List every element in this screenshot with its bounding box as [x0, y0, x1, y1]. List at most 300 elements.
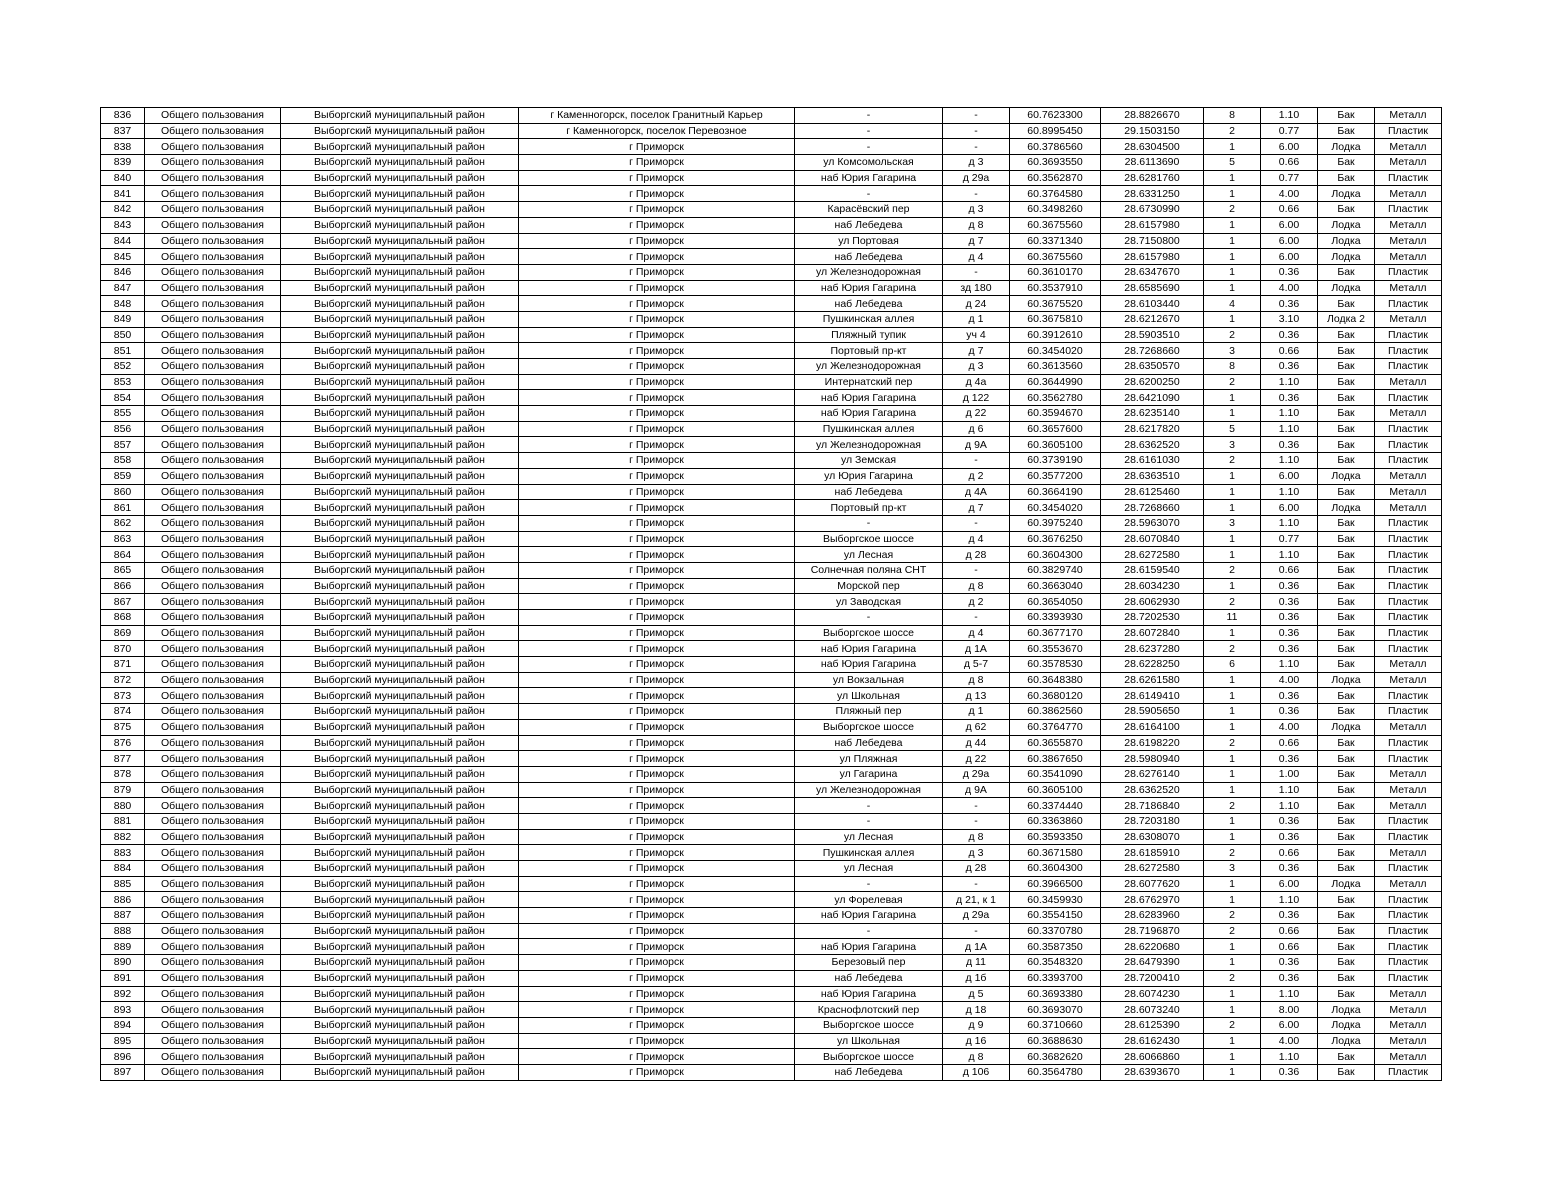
table-row — [101, 1064, 1442, 1080]
latitude-cell: 60.3862560 — [1010, 704, 1101, 720]
usage-type-cell: Общего пользования — [145, 719, 281, 735]
volume-cell: 6.00 — [1261, 233, 1318, 249]
district-cell: Выборгский муниципальный район — [281, 798, 519, 814]
latitude-cell: 60.3682620 — [1010, 1049, 1101, 1065]
table-row — [101, 641, 1442, 657]
material-cell: Пластик — [1375, 813, 1442, 829]
settlement-cell: г Приморск — [519, 813, 795, 829]
row-number-cell: 878 — [101, 766, 145, 782]
usage-type-cell: Общего пользования — [145, 657, 281, 673]
row-number-cell: 879 — [101, 782, 145, 798]
row-number-cell: 843 — [101, 217, 145, 233]
latitude-cell: 60.3693070 — [1010, 1002, 1101, 1018]
table-row — [101, 1049, 1442, 1065]
container-type-cell: Бак — [1318, 782, 1375, 798]
settlement-cell: г Приморск — [519, 845, 795, 861]
building-cell: д 7 — [943, 343, 1010, 359]
longitude-cell: 28.6164100 — [1101, 719, 1204, 735]
container-count-cell: 1 — [1204, 955, 1261, 971]
district-cell: Выборгский муниципальный район — [281, 876, 519, 892]
volume-cell: 4.00 — [1261, 280, 1318, 296]
settlement-cell: г Приморск — [519, 908, 795, 924]
usage-type-cell: Общего пользования — [145, 562, 281, 578]
street-cell: наб Юрия Гагарина — [795, 939, 943, 955]
row-number-cell: 851 — [101, 343, 145, 359]
latitude-cell: 60.3459930 — [1010, 892, 1101, 908]
row-number-cell: 896 — [101, 1049, 145, 1065]
material-cell: Пластик — [1375, 578, 1442, 594]
table-row — [101, 751, 1442, 767]
volume-cell: 0.36 — [1261, 861, 1318, 877]
material-cell: Металл — [1375, 484, 1442, 500]
material-cell: Пластик — [1375, 515, 1442, 531]
container-type-cell: Бак — [1318, 829, 1375, 845]
latitude-cell: 60.3975240 — [1010, 515, 1101, 531]
table-row — [101, 123, 1442, 139]
settlement-cell: г Приморск — [519, 311, 795, 327]
container-type-cell: Бак — [1318, 202, 1375, 218]
volume-cell: 1.10 — [1261, 1049, 1318, 1065]
table-row — [101, 233, 1442, 249]
latitude-cell: 60.3454020 — [1010, 343, 1101, 359]
district-cell: Выборгский муниципальный район — [281, 515, 519, 531]
longitude-cell: 28.7196870 — [1101, 923, 1204, 939]
container-count-cell: 1 — [1204, 672, 1261, 688]
settlement-cell: г Приморск — [519, 1017, 795, 1033]
table-row — [101, 264, 1442, 280]
container-type-cell: Лодка — [1318, 468, 1375, 484]
container-type-cell: Бак — [1318, 327, 1375, 343]
latitude-cell: 60.3613560 — [1010, 359, 1101, 375]
volume-cell: 0.36 — [1261, 641, 1318, 657]
container-count-cell: 1 — [1204, 876, 1261, 892]
table-row — [101, 108, 1442, 124]
table-row — [101, 327, 1442, 343]
volume-cell: 1.10 — [1261, 453, 1318, 469]
volume-cell: 1.10 — [1261, 421, 1318, 437]
container-count-cell: 11 — [1204, 610, 1261, 626]
longitude-cell: 28.6217820 — [1101, 421, 1204, 437]
row-number-cell: 844 — [101, 233, 145, 249]
row-number-cell: 837 — [101, 123, 145, 139]
longitude-cell: 28.6162430 — [1101, 1033, 1204, 1049]
table-row — [101, 139, 1442, 155]
material-cell: Пластик — [1375, 437, 1442, 453]
table-row — [101, 406, 1442, 422]
settlement-cell: г Приморск — [519, 986, 795, 1002]
latitude-cell: 60.3676250 — [1010, 531, 1101, 547]
table-row — [101, 923, 1442, 939]
settlement-cell: г Приморск — [519, 641, 795, 657]
latitude-cell: 60.3663040 — [1010, 578, 1101, 594]
container-count-cell: 1 — [1204, 892, 1261, 908]
material-cell: Пластик — [1375, 625, 1442, 641]
settlement-cell: г Приморск — [519, 751, 795, 767]
latitude-cell: 60.3671580 — [1010, 845, 1101, 861]
row-number-cell: 892 — [101, 986, 145, 1002]
container-count-cell: 1 — [1204, 986, 1261, 1002]
container-count-cell: 1 — [1204, 186, 1261, 202]
material-cell: Металл — [1375, 249, 1442, 265]
container-type-cell: Лодка — [1318, 186, 1375, 202]
street-cell: Пушкинская аллея — [795, 845, 943, 861]
district-cell: Выборгский муниципальный район — [281, 343, 519, 359]
container-count-cell: 1 — [1204, 531, 1261, 547]
longitude-cell: 28.7150800 — [1101, 233, 1204, 249]
latitude-cell: 60.3786560 — [1010, 139, 1101, 155]
district-cell: Выборгский муниципальный район — [281, 939, 519, 955]
container-count-cell: 1 — [1204, 406, 1261, 422]
row-number-cell: 859 — [101, 468, 145, 484]
volume-cell: 0.36 — [1261, 390, 1318, 406]
latitude-cell: 60.3593350 — [1010, 829, 1101, 845]
longitude-cell: 28.6237280 — [1101, 641, 1204, 657]
longitude-cell: 28.7186840 — [1101, 798, 1204, 814]
latitude-cell: 60.3604300 — [1010, 861, 1101, 877]
longitude-cell: 28.6159540 — [1101, 562, 1204, 578]
volume-cell: 0.36 — [1261, 327, 1318, 343]
settlement-cell: г Приморск — [519, 202, 795, 218]
volume-cell: 0.36 — [1261, 970, 1318, 986]
usage-type-cell: Общего пользования — [145, 374, 281, 390]
container-count-cell: 1 — [1204, 311, 1261, 327]
row-number-cell: 865 — [101, 562, 145, 578]
container-type-cell: Бак — [1318, 845, 1375, 861]
container-type-cell: Бак — [1318, 735, 1375, 751]
table-row — [101, 688, 1442, 704]
street-cell: наб Лебедева — [795, 296, 943, 312]
longitude-cell: 28.6272580 — [1101, 861, 1204, 877]
building-cell: д 3 — [943, 359, 1010, 375]
table-row — [101, 829, 1442, 845]
container-type-cell: Бак — [1318, 657, 1375, 673]
street-cell: Пляжный пер — [795, 704, 943, 720]
settlement-cell: г Приморск — [519, 249, 795, 265]
volume-cell: 0.66 — [1261, 845, 1318, 861]
district-cell: Выборгский муниципальный район — [281, 766, 519, 782]
table-row — [101, 625, 1442, 641]
district-cell: Выборгский муниципальный район — [281, 186, 519, 202]
longitude-cell: 28.6103440 — [1101, 296, 1204, 312]
latitude-cell: 60.3371340 — [1010, 233, 1101, 249]
volume-cell: 0.36 — [1261, 437, 1318, 453]
usage-type-cell: Общего пользования — [145, 123, 281, 139]
settlement-cell: г Приморск — [519, 280, 795, 296]
usage-type-cell: Общего пользования — [145, 610, 281, 626]
building-cell: д 22 — [943, 751, 1010, 767]
row-number-cell: 852 — [101, 359, 145, 375]
container-type-cell: Бак — [1318, 108, 1375, 124]
district-cell: Выборгский муниципальный район — [281, 625, 519, 641]
volume-cell: 0.66 — [1261, 202, 1318, 218]
longitude-cell: 28.7200410 — [1101, 970, 1204, 986]
latitude-cell: 60.7623300 — [1010, 108, 1101, 124]
building-cell: д 22 — [943, 406, 1010, 422]
longitude-cell: 28.6304500 — [1101, 139, 1204, 155]
usage-type-cell: Общего пользования — [145, 861, 281, 877]
table-row — [101, 657, 1442, 673]
latitude-cell: 60.3610170 — [1010, 264, 1101, 280]
building-cell: д 3 — [943, 845, 1010, 861]
material-cell: Пластик — [1375, 908, 1442, 924]
settlement-cell: г Приморск — [519, 876, 795, 892]
row-number-cell: 866 — [101, 578, 145, 594]
row-number-cell: 873 — [101, 688, 145, 704]
building-cell: д 4 — [943, 249, 1010, 265]
usage-type-cell: Общего пользования — [145, 468, 281, 484]
longitude-cell: 29.1503150 — [1101, 123, 1204, 139]
district-cell: Выборгский муниципальный район — [281, 719, 519, 735]
usage-type-cell: Общего пользования — [145, 202, 281, 218]
container-type-cell: Бак — [1318, 155, 1375, 171]
street-cell: ул Комсомольская — [795, 155, 943, 171]
volume-cell: 0.36 — [1261, 908, 1318, 924]
material-cell: Пластик — [1375, 923, 1442, 939]
latitude-cell: 60.3374440 — [1010, 798, 1101, 814]
container-type-cell: Бак — [1318, 923, 1375, 939]
district-cell: Выборгский муниципальный район — [281, 688, 519, 704]
usage-type-cell: Общего пользования — [145, 735, 281, 751]
container-count-cell: 2 — [1204, 970, 1261, 986]
district-cell: Выборгский муниципальный район — [281, 704, 519, 720]
settlement-cell: г Приморск — [519, 1049, 795, 1065]
district-cell: Выборгский муниципальный район — [281, 406, 519, 422]
row-number-cell: 842 — [101, 202, 145, 218]
street-cell: наб Юрия Гагарина — [795, 390, 943, 406]
district-cell: Выборгский муниципальный район — [281, 829, 519, 845]
settlement-cell: г Приморск — [519, 735, 795, 751]
row-number-cell: 890 — [101, 955, 145, 971]
usage-type-cell: Общего пользования — [145, 453, 281, 469]
settlement-cell: г Приморск — [519, 1002, 795, 1018]
row-number-cell: 853 — [101, 374, 145, 390]
usage-type-cell: Общего пользования — [145, 421, 281, 437]
row-number-cell: 884 — [101, 861, 145, 877]
street-cell: ул Юрия Гагарина — [795, 468, 943, 484]
material-cell: Пластик — [1375, 562, 1442, 578]
longitude-cell: 28.8826670 — [1101, 108, 1204, 124]
row-number-cell: 847 — [101, 280, 145, 296]
usage-type-cell: Общего пользования — [145, 625, 281, 641]
container-type-cell: Бак — [1318, 390, 1375, 406]
container-count-cell: 1 — [1204, 813, 1261, 829]
usage-type-cell: Общего пользования — [145, 688, 281, 704]
table-row — [101, 735, 1442, 751]
usage-type-cell: Общего пользования — [145, 515, 281, 531]
usage-type-cell: Общего пользования — [145, 547, 281, 563]
volume-cell: 1.10 — [1261, 798, 1318, 814]
street-cell: Выборгское шоссе — [795, 1049, 943, 1065]
street-cell: Солнечная поляна СНТ — [795, 562, 943, 578]
building-cell: д 21, к 1 — [943, 892, 1010, 908]
district-cell: Выборгский муниципальный район — [281, 484, 519, 500]
container-type-cell: Лодка — [1318, 139, 1375, 155]
volume-cell: 6.00 — [1261, 500, 1318, 516]
material-cell: Металл — [1375, 1033, 1442, 1049]
container-count-cell: 2 — [1204, 453, 1261, 469]
building-cell: - — [943, 813, 1010, 829]
street-cell: - — [795, 108, 943, 124]
table-row — [101, 421, 1442, 437]
street-cell: наб Лебедева — [795, 735, 943, 751]
longitude-cell: 28.6212670 — [1101, 311, 1204, 327]
latitude-cell: 60.3548320 — [1010, 955, 1101, 971]
latitude-cell: 60.3605100 — [1010, 782, 1101, 798]
district-cell: Выборгский муниципальный район — [281, 955, 519, 971]
street-cell: - — [795, 186, 943, 202]
street-cell: ул Гагарина — [795, 766, 943, 782]
longitude-cell: 28.7203180 — [1101, 813, 1204, 829]
district-cell: Выборгский муниципальный район — [281, 986, 519, 1002]
container-count-cell: 1 — [1204, 390, 1261, 406]
container-count-cell: 1 — [1204, 939, 1261, 955]
longitude-cell: 28.6281760 — [1101, 170, 1204, 186]
district-cell: Выборгский муниципальный район — [281, 233, 519, 249]
container-count-cell: 6 — [1204, 657, 1261, 673]
volume-cell: 1.10 — [1261, 547, 1318, 563]
volume-cell: 1.00 — [1261, 766, 1318, 782]
latitude-cell: 60.3675520 — [1010, 296, 1101, 312]
volume-cell: 0.36 — [1261, 610, 1318, 626]
volume-cell: 0.36 — [1261, 594, 1318, 610]
container-count-cell: 8 — [1204, 359, 1261, 375]
street-cell: Интернатский пер — [795, 374, 943, 390]
container-count-cell: 1 — [1204, 719, 1261, 735]
district-cell: Выборгский муниципальный район — [281, 264, 519, 280]
material-cell: Металл — [1375, 657, 1442, 673]
usage-type-cell: Общего пользования — [145, 484, 281, 500]
table-row — [101, 594, 1442, 610]
container-count-cell: 1 — [1204, 468, 1261, 484]
table-row — [101, 547, 1442, 563]
row-number-cell: 869 — [101, 625, 145, 641]
street-cell: - — [795, 923, 943, 939]
container-type-cell: Бак — [1318, 406, 1375, 422]
longitude-cell: 28.6261580 — [1101, 672, 1204, 688]
material-cell: Металл — [1375, 1049, 1442, 1065]
settlement-cell: г Приморск — [519, 672, 795, 688]
longitude-cell: 28.6185910 — [1101, 845, 1204, 861]
building-cell: д 9А — [943, 437, 1010, 453]
volume-cell: 0.36 — [1261, 1064, 1318, 1080]
material-cell: Пластик — [1375, 955, 1442, 971]
container-count-cell: 1 — [1204, 139, 1261, 155]
volume-cell: 6.00 — [1261, 468, 1318, 484]
district-cell: Выборгский муниципальный район — [281, 296, 519, 312]
container-type-cell: Бак — [1318, 547, 1375, 563]
building-cell: д 1 — [943, 311, 1010, 327]
district-cell: Выборгский муниципальный район — [281, 453, 519, 469]
district-cell: Выборгский муниципальный район — [281, 594, 519, 610]
material-cell: Металл — [1375, 468, 1442, 484]
latitude-cell: 60.3537910 — [1010, 280, 1101, 296]
container-count-cell: 2 — [1204, 908, 1261, 924]
building-cell: д 29а — [943, 170, 1010, 186]
usage-type-cell: Общего пользования — [145, 500, 281, 516]
building-cell: д 8 — [943, 672, 1010, 688]
usage-type-cell: Общего пользования — [145, 578, 281, 594]
container-type-cell: Бак — [1318, 578, 1375, 594]
material-cell: Металл — [1375, 876, 1442, 892]
container-count-cell: 2 — [1204, 798, 1261, 814]
settlement-cell: г Приморск — [519, 923, 795, 939]
usage-type-cell: Общего пользования — [145, 798, 281, 814]
building-cell: д 1 — [943, 704, 1010, 720]
building-cell: д 9 — [943, 1017, 1010, 1033]
building-cell: д 28 — [943, 547, 1010, 563]
street-cell: Портовый пр-кт — [795, 500, 943, 516]
street-cell: Пушкинская аллея — [795, 311, 943, 327]
settlement-cell: г Приморск — [519, 719, 795, 735]
street-cell: ул Железнодорожная — [795, 782, 943, 798]
table-row — [101, 343, 1442, 359]
material-cell: Металл — [1375, 217, 1442, 233]
longitude-cell: 28.6362520 — [1101, 437, 1204, 453]
usage-type-cell: Общего пользования — [145, 970, 281, 986]
usage-type-cell: Общего пользования — [145, 986, 281, 1002]
latitude-cell: 60.3587350 — [1010, 939, 1101, 955]
longitude-cell: 28.7268660 — [1101, 343, 1204, 359]
longitude-cell: 28.6762970 — [1101, 892, 1204, 908]
usage-type-cell: Общего пользования — [145, 233, 281, 249]
street-cell: Краснофлотский пер — [795, 1002, 943, 1018]
container-type-cell: Бак — [1318, 625, 1375, 641]
volume-cell: 0.66 — [1261, 735, 1318, 751]
volume-cell: 0.36 — [1261, 955, 1318, 971]
district-cell: Выборгский муниципальный район — [281, 813, 519, 829]
material-cell: Пластик — [1375, 1064, 1442, 1080]
material-cell: Пластик — [1375, 547, 1442, 563]
building-cell: д 29а — [943, 908, 1010, 924]
material-cell: Металл — [1375, 500, 1442, 516]
volume-cell: 0.36 — [1261, 296, 1318, 312]
container-type-cell: Бак — [1318, 421, 1375, 437]
table-row — [101, 766, 1442, 782]
latitude-cell: 60.3657600 — [1010, 421, 1101, 437]
material-cell: Пластик — [1375, 264, 1442, 280]
district-cell: Выборгский муниципальный район — [281, 892, 519, 908]
latitude-cell: 60.3912610 — [1010, 327, 1101, 343]
settlement-cell: г Приморск — [519, 170, 795, 186]
district-cell: Выборгский муниципальный район — [281, 421, 519, 437]
street-cell: наб Лебедева — [795, 1064, 943, 1080]
material-cell: Пластик — [1375, 202, 1442, 218]
container-type-cell: Бак — [1318, 123, 1375, 139]
volume-cell: 1.10 — [1261, 986, 1318, 1002]
latitude-cell: 60.3867650 — [1010, 751, 1101, 767]
material-cell: Пластик — [1375, 861, 1442, 877]
container-type-cell: Бак — [1318, 515, 1375, 531]
container-count-cell: 1 — [1204, 1049, 1261, 1065]
street-cell: - — [795, 123, 943, 139]
longitude-cell: 28.6034230 — [1101, 578, 1204, 594]
row-number-cell: 860 — [101, 484, 145, 500]
building-cell: д 29а — [943, 766, 1010, 782]
material-cell: Пластик — [1375, 829, 1442, 845]
row-number-cell: 854 — [101, 390, 145, 406]
table-row — [101, 515, 1442, 531]
building-cell: д 8 — [943, 829, 1010, 845]
street-cell: ул Железнодорожная — [795, 359, 943, 375]
usage-type-cell: Общего пользования — [145, 437, 281, 453]
container-count-cell: 5 — [1204, 155, 1261, 171]
material-cell: Металл — [1375, 139, 1442, 155]
latitude-cell: 60.3675810 — [1010, 311, 1101, 327]
district-cell: Выборгский муниципальный район — [281, 374, 519, 390]
material-cell: Пластик — [1375, 892, 1442, 908]
building-cell: д 9А — [943, 782, 1010, 798]
container-type-cell: Лодка — [1318, 1002, 1375, 1018]
